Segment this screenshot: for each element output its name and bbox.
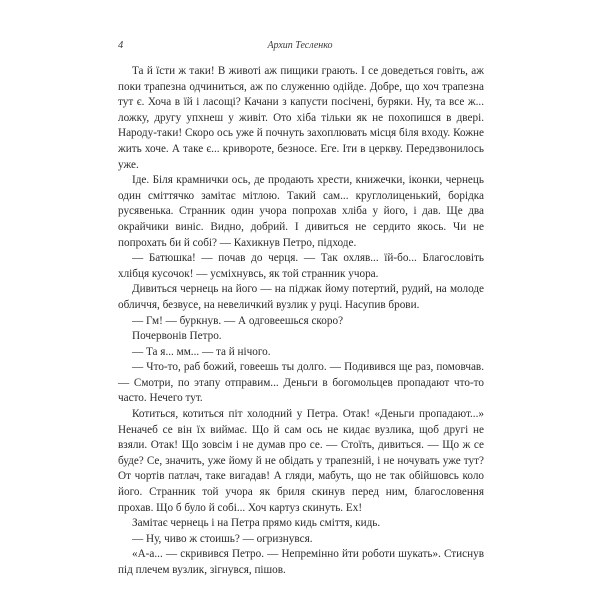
paragraph: — Гм! — буркнув. — А одговеешься скоро?: [132, 314, 344, 327]
paragraph: Та й їсти ж таки! В животі аж пищики грають. І се доведеться говіть, аж поки трапезна одчиниться, аж по служенню одійде. Добре, що хоч трапезна тут є. Хоча в їй і ласощі? Качани з капусти посічені, буряки. Ну, та все ж... ложку, другу упхнеш у живіт. Ото хіба тільки як не похопишся в двері. Народу-таки! Скоро ось уже й почнуть захоплювать місця біля входу. Кожне жить хоче. А таке є... криворотe, безносе. Еге. Іти в церкву. Передзвонилось уже.: [118, 65, 484, 171]
page-header: [118, 40, 482, 54]
paragraph: Замітає чернець і на Петра прямо кидь сміття, кидь.: [132, 517, 381, 530]
paragraph: Дивиться чернець на його — на піджак йому потертий, рудий, на молоде обличчя, безвусе, на невеличкий вузлик у руці. Насупив брови.: [118, 283, 484, 311]
paragraph: — Ну, чиво ж стоишь? — огризнувся.: [132, 532, 313, 545]
paragraph: Іде. Біля крамнички ось, де продають хрести, книжечки, іконки, чернець один сміттячко замітає мітлою. Такий сам... круглолиценький, борідка русявенька. Странник один учора попрохав хліба у його, і дав. Ще два окрайчики виніс. Видно, добрий. І дивиться не сердито якось. Чи не попрохать би й собі? — Кахикнув Петро, підходе.: [118, 174, 484, 249]
paragraph: — Батюшка! — почав до черця. — Так охляв... їй-бо... Благословіть хлібця кусочок! — усміхнувсь, як той странник учора.: [118, 252, 484, 280]
page-number: 4: [118, 40, 124, 51]
body-text: [118, 64, 484, 579]
paragraph: Котиться, котиться піт холодний у Петра. Отак! «Деньги пропадают...» Неначеб се він їх виймає. Що й сам ось не кидає вузлика, щоб другі не взяли. Отак! Що зовсім і не думав про се. — Стоїть, дивиться. — Що ж се буде? Се, значить, уже йому й не обідать у трапезній, і не ночувать уже тут? От чортів патлач, таке вигадав! А гляди, мабуть, що не так обійшовсь коло його. Странник той учора як бриля скинув перед ним, благословення прохав. Що б було й собі... Хоч картуз скинуть. Ех!: [118, 408, 484, 514]
paragraph: — Что-то, раб божий, говеешь ты долго. — Подивився ще раз, помовчав. — Смотри, по этапу отправим... Деньги в богомольцев пропадают что-то часто. Нечего тут.: [118, 361, 484, 405]
paragraph: «А-а... — скривився Петро. — Непремінно йти роботи шукать». Стиснув під плечем вузлик, зігнувся, пішов.: [118, 548, 484, 576]
running-head-author: Архип Тесленко: [267, 40, 333, 51]
paragraph: Почервонів Петро.: [132, 330, 222, 343]
paragraph: — Та я... мм... — та й нічого.: [132, 345, 271, 358]
